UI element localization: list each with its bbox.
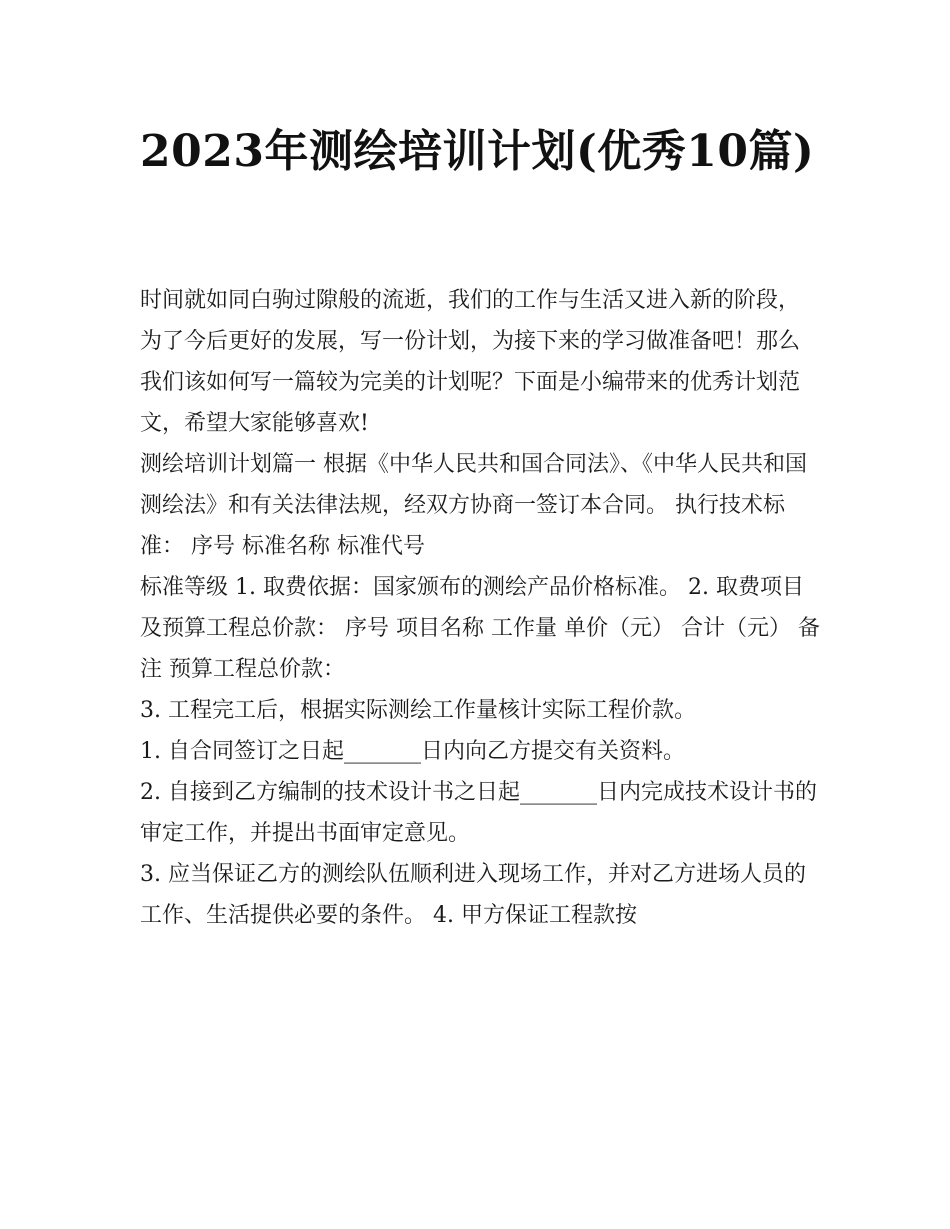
paragraph-contract-basis: 测绘培训计划篇一 根据《中华人民共和国合同法》、《中华人民共和国测绘法》和有关法律法规，经双方协商一签订本合同。 执行技术标准： 序号 标准名称 标准代号 — [140, 452, 807, 559]
paragraph-fee-items: 标准等级 1. 取费依据：国家颁布的测绘产品价格标准。 2. 取费项目及预算工程总价款： 序号 项目名称 工作量 单价（元） 合计（元） 备注 预算工程总价款： — [140, 575, 820, 682]
paragraph-intro: 时间就如同白驹过隙般的流逝，我们的工作与生活又进入新的阶段，为了今后更好的发展，写一份计划，为接下来的学习做准备吧！那么我们该如何写一篇较为完美的计划呢？下面是小编带来的优秀计划范文，希望大家能够喜欢! — [140, 288, 801, 436]
document-title: 2023年测绘培训计划(优秀10篇) — [140, 126, 815, 177]
paragraph-clause-1: 1. 自合同签订之日起_______日内向乙方提交有关资料。 — [140, 739, 685, 764]
paragraph-settlement: 3. 工程完工后，根据实际测绘工作量核计实际工程价款。 — [140, 698, 696, 723]
paragraph-clause-2: 2. 自接到乙方编制的技术设计书之日起_______日内完成技术设计书的审定工作，并提出书面审定意见。 — [140, 780, 817, 846]
document-body — [140, 280, 820, 936]
paragraph-clause-3: 3. 应当保证乙方的测绘队伍顺利进入现场工作，并对乙方进场人员的工作、生活提供必要的条件。 4. 甲方保证工程款按 — [140, 862, 806, 928]
